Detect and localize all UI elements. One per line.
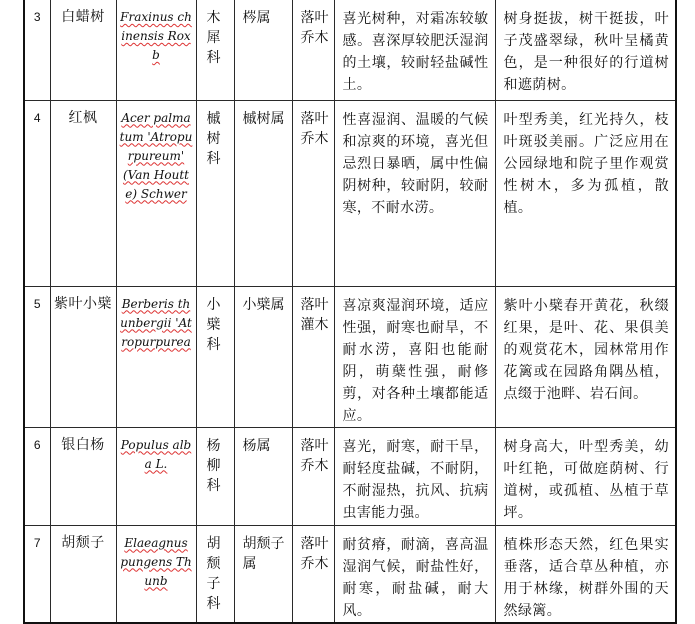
chinese-name-cell [50,0,116,100]
growth-habit: 落叶灌木 [300,296,329,333]
genus-name: 杨属 [242,437,271,454]
latin-name-cell [116,100,196,286]
latin-name-cell [116,525,196,623]
latin-name-cell [116,286,196,427]
table-row [24,286,676,427]
chinese-name: 红枫 [68,109,98,126]
habit-cell [292,0,334,100]
genus-name: 胡颓子属 [242,535,285,572]
chinese-name-cell [50,525,116,623]
ornamental-cell [495,427,676,525]
ornamental-use: 叶型秀美，红光持久，枝叶斑驳美丽。广泛应用在公园绿地和院子里作观赏性树木，多为孤植，散植。 [503,111,669,216]
latin-name: Populus alba L. [120,437,192,471]
ecology-cell [334,427,495,525]
genus-cell [234,0,292,100]
ecological-habit: 耐贫瘠，耐滴，喜高温湿润气候，耐盐性好，耐寒，耐盐碱，耐大风。 [342,536,489,619]
chinese-name-cell [50,286,116,427]
table-row [24,427,676,525]
family-name: 槭树科 [206,110,221,167]
ornamental-cell [495,100,676,286]
growth-habit: 落叶乔木 [300,10,329,46]
chinese-name: 紫叶小檗 [54,295,112,312]
latin-name: Elaeagnus pungens Thunb [120,535,192,588]
family-cell [196,286,234,427]
genus-cell [234,100,292,286]
genus-cell [234,427,292,525]
growth-habit: 落叶乔木 [300,535,329,572]
family-name: 木犀科 [206,10,221,66]
ecology-cell [334,0,495,100]
ornamental-cell [495,286,676,427]
ecological-habit: 喜光树种，对霜冻较敏感。喜深厚较肥沃湿润的土壤，较耐轻盐碱性土。 [342,11,489,93]
row-number-cell [24,525,50,623]
family-cell [196,525,234,623]
genus-name: 小檗属 [242,296,285,313]
row-number: 7 [33,535,41,550]
table-row [24,0,676,100]
latin-name: Acer palmatum 'Atropurpureum' (Van Houtte) Schwer [119,110,193,201]
ecological-habit: 喜凉爽湿润环境，适应性强，耐寒也耐旱，不耐水涝，喜阳也能耐阴，萌蘖性强，耐修剪，对各种土壤都能适应。 [342,297,489,424]
family-name: 小檗科 [206,296,221,353]
ornamental-use: 植株形态天然，红色果实垂落，适合草丛种植，亦用于林缘，树群外围的天然绿篱。 [503,536,669,619]
family-cell [196,100,234,286]
ornamental-use: 树身挺拔，树干挺拔，叶子茂盛翠绿，秋叶呈橘黄色，是一种很好的行道树和遮荫树。 [503,11,669,93]
row-number: 5 [33,296,41,311]
row-number: 3 [33,10,41,24]
ecological-habit: 性喜湿润、温暖的气候和凉爽的环境，喜光但忌烈日暴晒，属中性偏阴树种，较耐阴，较耐寒，不耐水涝。 [342,111,489,216]
habit-cell [292,286,334,427]
table-row [24,525,676,623]
ornamental-use: 树身高大，叶型秀美，幼叶红艳，可做庭荫树、行道树，或孤植、丛植于草坪。 [503,438,669,521]
ecology-cell [334,100,495,286]
family-name: 杨柳科 [206,437,221,494]
ecological-habit: 喜光，耐寒，耐干旱，耐轻度盐碱，不耐阴，不耐湿热，抗风、抗病虫害能力强。 [342,438,489,521]
row-number-cell [24,286,50,427]
growth-habit: 落叶乔木 [300,437,329,474]
row-number: 6 [33,437,41,452]
chinese-name: 白蜡树 [61,9,105,25]
chinese-name-cell [50,100,116,286]
latin-name-cell [116,0,196,100]
ecology-cell [334,286,495,427]
ornamental-use: 紫叶小檗春开黄花，秋缀红果，是叶、花、果俱美的观赏花木，园林常用作花篱或在园路角隅丛植，点缀于池畔、岩石间。 [503,297,669,402]
plant-table [23,0,677,624]
latin-name: Fraxinus chinensis Roxb [120,10,192,62]
row-number-cell [24,100,50,286]
genus-name: 槭树属 [242,110,285,127]
genus-cell [234,286,292,427]
row-number-cell [24,0,50,100]
genus-cell [234,525,292,623]
ornamental-cell [495,0,676,100]
chinese-name: 胡颓子 [61,534,105,551]
habit-cell [292,100,334,286]
latin-name-cell [116,427,196,525]
row-number-cell [24,427,50,525]
family-cell [196,0,234,100]
chinese-name-cell [50,427,116,525]
ecology-cell [334,525,495,623]
row-number: 4 [33,110,41,125]
growth-habit: 落叶乔木 [300,110,329,147]
family-cell [196,427,234,525]
chinese-name: 银白杨 [61,436,105,453]
habit-cell [292,525,334,623]
latin-name: Berberis thunbergii 'Atropurpurea [120,296,192,349]
table-row [24,100,676,286]
habit-cell [292,427,334,525]
genus-name: 梣属 [242,10,271,26]
ornamental-cell [495,525,676,623]
family-name: 胡颓子科 [206,535,221,612]
